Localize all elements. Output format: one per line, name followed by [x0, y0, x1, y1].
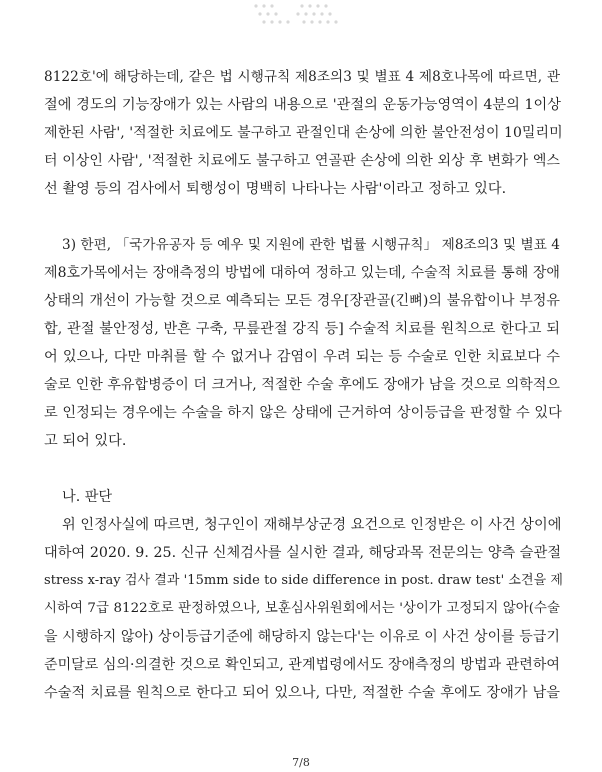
paragraph2-line-5: 어 있으나, 다만 마취를 할 수 없거나 감염이 우려 되는 등 수술로 인한 치료보다 수: [44, 349, 560, 365]
paragraph3-line-6: 준미달로 심의·의결한 것으로 확인되고, 관계법령에서도 장애측정의 방법과 관련하여: [44, 657, 560, 673]
paragraph3-line-1: 위 인정사실에 따르면, 청구인이 재해부상군경 요건으로 인정받은 이 사건 상이에: [62, 517, 562, 533]
paragraph3-line-4: 시하여 7급 8122호로 판정하였으나, 보훈심사위원회에서는 '상이가 고정되지 않아(수술: [44, 601, 560, 616]
paragraph3-line-2: 대하여 2020. 9. 25. 신규 신체검사를 실시한 결과, 해당과목 전문의는 양측 슬관절: [44, 545, 562, 561]
paragraph2-line-2: 제8호가목에서는 장애측정의 방법에 대하여 정하고 있는데, 수술적 치료를 통해 장애: [44, 265, 560, 281]
paragraph2-line-4: 합, 관절 불안정성, 반흔 구축, 무릎관절 강직 등] 수술적 치료를 원칙으로 한다고 되: [44, 321, 560, 337]
paragraph2-line-3: 상태의 개선이 가능할 것으로 예측되는 모든 경우[장관골(긴뼈)의 불유합이나 부정유: [44, 293, 560, 309]
paragraph2-line-7: 로 인정되는 경우에는 수술을 하지 않은 상태에 근거하여 상이등급을 판정할 수 있다: [44, 405, 562, 421]
paragraph1-line-5: 선 촬영 등의 검사에서 퇴행성이 명백히 나타나는 사람'이라고 정하고 있다.: [44, 181, 507, 197]
paragraph1-line-3: 제한된 사람', '적절한 치료에도 불구하고 관절인대 손상에 의한 불안전성이 10밀리미: [44, 125, 563, 141]
page-number: 7/8: [292, 756, 310, 769]
section-heading: 나. 판단: [62, 489, 113, 505]
paragraph3-line-5: 을 시행하지 않아) 상이등급기준에 해당하지 않는다'는 이유로 이 사건 상이를 등급기: [44, 629, 560, 645]
paragraph3-line-7: 수술적 치료를 원칙으로 한다고 되어 있으나, 다만, 적절한 수술 후에도 장애가 남을: [44, 685, 560, 701]
paragraph1-line-1: 8122호'에 해당하는데, 같은 법 시행규칙 제8조의3 및 별표 4 제8호나목에 따르면, 관: [44, 69, 560, 85]
paragraph1-line-4: 터 이상인 사람', '적절한 치료에도 불구하고 연골판 손상에 의한 외상 후 변화가 엑스: [44, 153, 560, 169]
watermark-stamp: [244, 0, 350, 34]
paragraph2-line-8: 고 되어 있다.: [44, 433, 127, 449]
paragraph1-line-2: 절에 경도의 기능장애가 있는 사람의 내용으로 '관절의 운동가능영역이 4분의 1이상: [44, 97, 562, 113]
paragraph2-line-6: 술로 인한 후유합병증이 더 크거나, 적절한 수술 후에도 장애가 남을 것으로 의학적으: [44, 377, 560, 393]
paragraph2-line-1: 3) 한편, 「국가유공자 등 예우 및 지원에 관한 법률 시행규칙」 제8조의3 및 별표 4: [62, 237, 560, 253]
paragraph3-line-3: stress x-ray 검사 결과 '15mm side to side difference in post. draw test' 소견을 제: [44, 573, 564, 588]
